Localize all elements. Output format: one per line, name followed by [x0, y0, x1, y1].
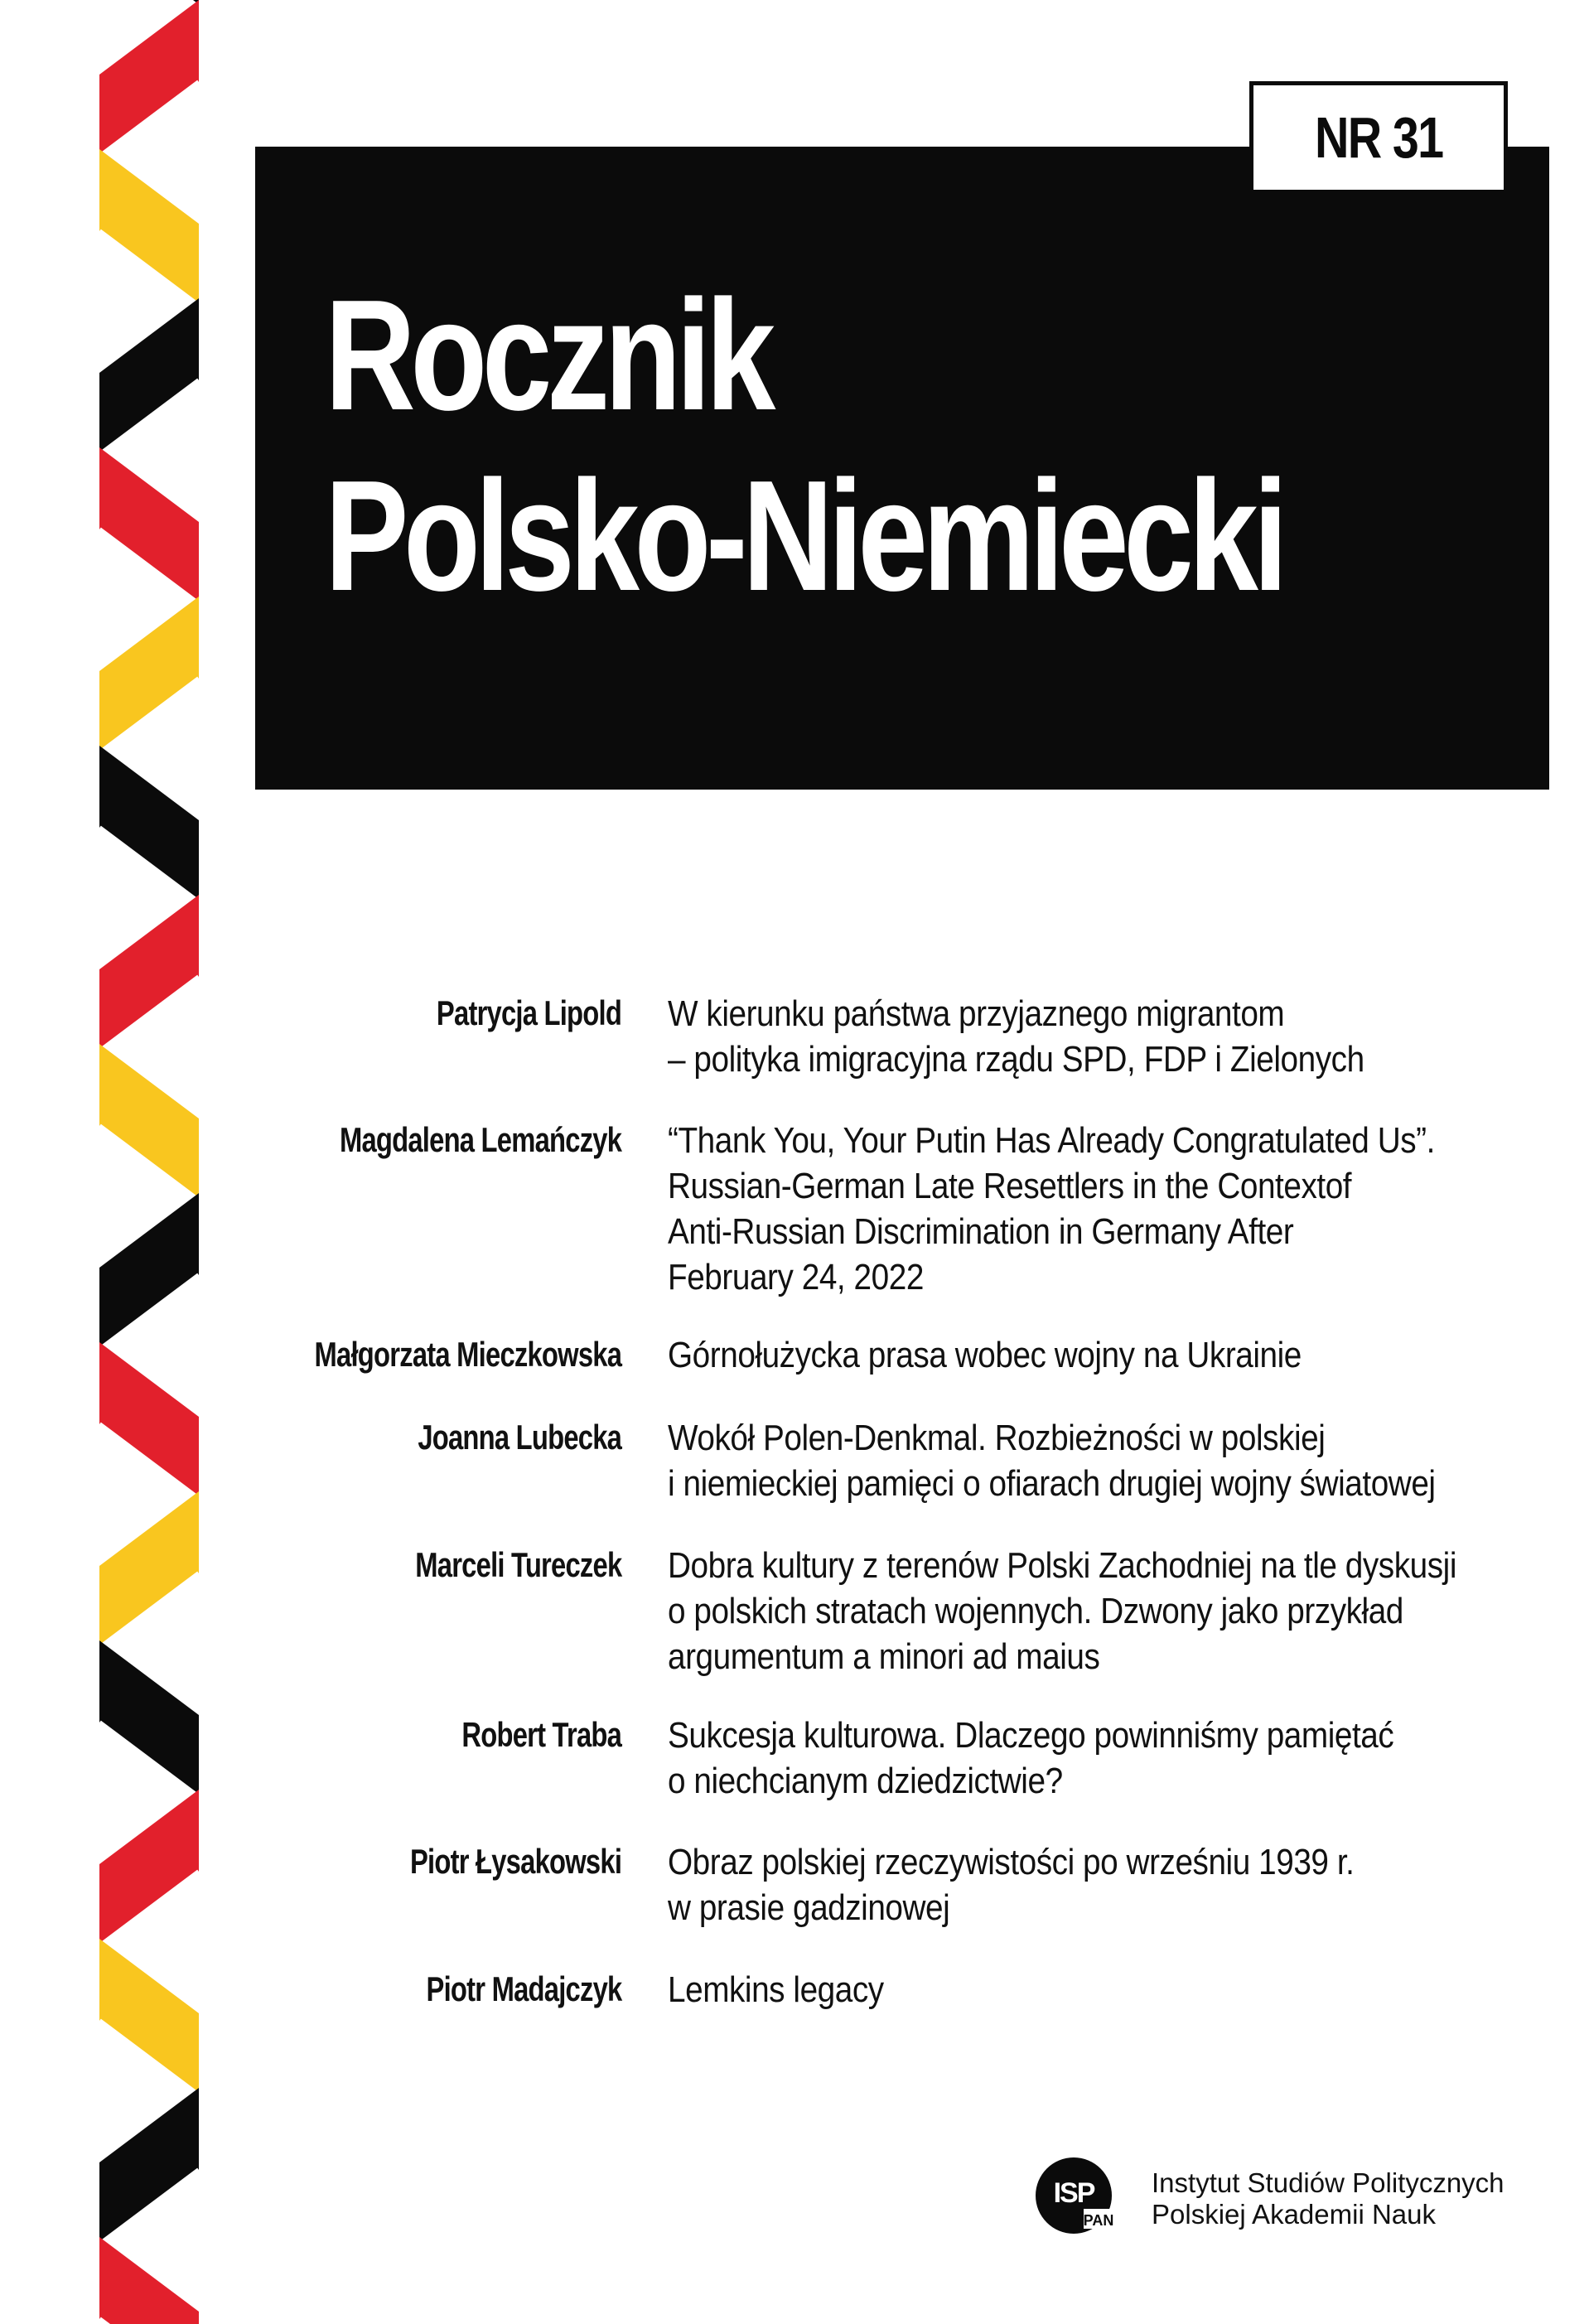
ribbon-stripe — [99, 1342, 199, 1499]
logo-text-top: ISP — [1053, 2177, 1094, 2209]
toc-article-title — [668, 1415, 1562, 1506]
journal-title-line-1: Rocznik — [325, 268, 770, 443]
toc-title-line: i niemieckiej pamięci o ofiarach drugiej wojny światowej — [668, 1463, 1436, 1504]
toc-title-line: o polskich stratach wojennych. Dzwony jako przykład — [668, 1591, 1403, 1631]
ribbon-stripe — [99, 447, 199, 604]
toc-article-title — [668, 1543, 1562, 1679]
toc-article-title — [668, 1118, 1562, 1300]
ribbon-stripe — [99, 746, 199, 902]
toc-article-title — [668, 1332, 1562, 1378]
toc-author: Magdalena Lemańczyk — [339, 1120, 621, 1159]
toc-title-line: Lemkins legacy — [668, 1969, 884, 2010]
ribbon-stripe — [99, 895, 199, 1051]
isp-pan-logo — [1034, 2156, 1113, 2235]
toc-title-line: Russian-German Late Resettlers in the Contextof — [668, 1166, 1352, 1206]
publisher-name — [1152, 2167, 1504, 2230]
toc-author: Małgorzata Mieczkowska — [314, 1335, 621, 1374]
ribbon-stripe — [99, 1640, 199, 1797]
ribbon-stripe — [99, 2088, 199, 2244]
ribbon-separator — [99, 0, 199, 7]
ribbon-stripe — [99, 1491, 199, 1648]
ribbon-stripe — [99, 0, 199, 157]
toc-author: Marceli Tureczek — [414, 1545, 621, 1584]
toc-article-title — [668, 991, 1562, 1082]
toc-title-line: Dobra kultury z terenów Polski Zachodniej na tle dyskusji — [668, 1545, 1456, 1586]
decorative-ribbon — [99, 0, 199, 2324]
toc-title-line: – polityka imigracyjna rządu SPD, FDP i Zielonych — [668, 1039, 1364, 1080]
toc-author: Piotr Madajczyk — [426, 1969, 621, 2008]
ribbon-stripe — [99, 0, 199, 7]
ribbon-stripe — [99, 1193, 199, 1350]
toc-title-line: Anti-Russian Discrimination in Germany After — [668, 1211, 1294, 1252]
toc-title-line: o niechcianym dziedzictwie? — [668, 1761, 1063, 1801]
ribbon-stripe — [99, 2237, 199, 2324]
toc-title-line: February 24, 2022 — [668, 1257, 924, 1297]
ribbon-stripe — [99, 1044, 199, 1201]
toc-author: Patrycja Lipold — [436, 993, 621, 1032]
toc-title-line: argumentum a minori ad maius — [668, 1636, 1100, 1677]
journal-title — [325, 265, 1282, 626]
toc-article-title — [668, 1839, 1562, 1930]
toc-title-line: w prasie gadzinowej — [668, 1887, 950, 1928]
publisher — [1034, 2156, 1504, 2239]
ribbon-stripe — [99, 298, 199, 455]
toc-title-line: Obraz polskiej rzeczywistości po wrześniu 1939 r. — [668, 1842, 1355, 1882]
toc-author: Joanna Lubecka — [418, 1418, 621, 1457]
ribbon-stripe — [99, 149, 199, 306]
issue-number-box — [1249, 81, 1508, 194]
toc-author: Piotr Łysakowski — [409, 1842, 621, 1881]
ribbon-stripe — [99, 1790, 199, 1946]
toc-article-title — [668, 1967, 1562, 2012]
publisher-name-line-1: Instytut Studiów Politycznych — [1152, 2167, 1504, 2198]
ribbon-stripe — [99, 597, 199, 753]
issue-number: NR 31 — [1314, 105, 1443, 170]
ribbon-stripe — [99, 1939, 199, 2095]
toc-title-line: Wokół Polen-Denkmal. Rozbieżności w polskiej — [668, 1418, 1326, 1458]
logo-text-bottom: PAN — [1083, 2212, 1113, 2229]
toc-title-line: “Thank You, Your Putin Has Already Congratulated Us”. — [668, 1120, 1435, 1161]
toc-title-line: Górnołużycka prasa wobec wojny na Ukrainie — [668, 1335, 1302, 1375]
publisher-name-line-2: Polskiej Akademii Nauk — [1152, 2199, 1436, 2230]
toc-author: Robert Traba — [461, 1715, 621, 1754]
journal-title-line-2: Polsko-Niemiecki — [325, 448, 1283, 624]
toc-article-title — [668, 1713, 1562, 1804]
toc-title-line: W kierunku państwa przyjaznego migrantom — [668, 993, 1285, 1034]
toc-title-line: Sukcesja kulturowa. Dlaczego powinniśmy pamiętać — [668, 1715, 1394, 1756]
